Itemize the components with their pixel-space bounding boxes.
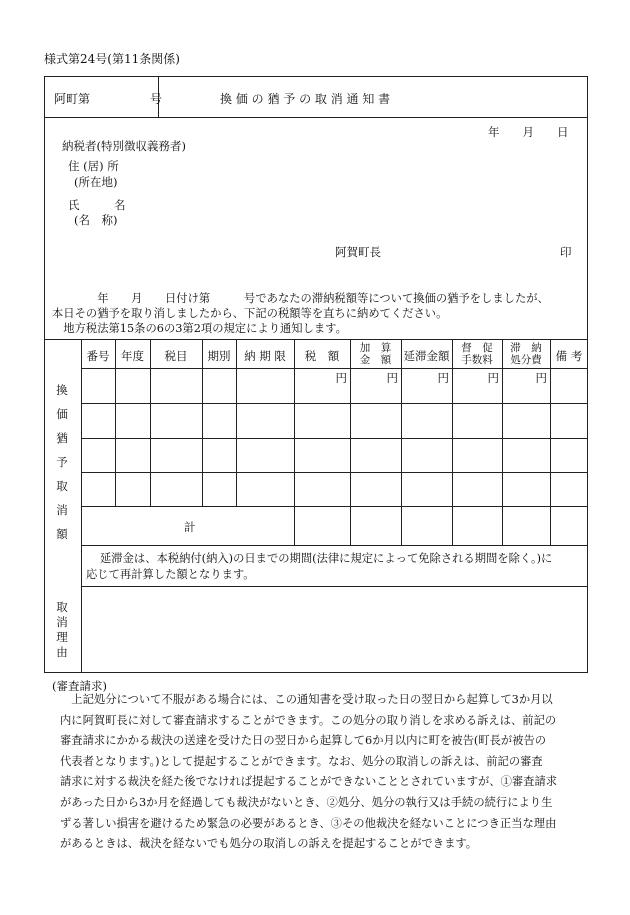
table-col-divider <box>115 339 116 506</box>
table-row-divider <box>81 438 588 439</box>
table-col-divider <box>150 339 151 506</box>
unit-yen: 円 <box>487 371 499 385</box>
issue-date: 年 月 日 <box>488 125 569 139</box>
table-row-divider <box>81 368 588 369</box>
divider <box>44 117 588 118</box>
issuer-name: 阿賀町長 <box>335 245 381 259</box>
table-row-divider <box>81 545 588 546</box>
delay-charge-note-line1: 延滞金は、本税納付(納入)の日までの期間(法律に規定によって免除される期間を除く。)に <box>100 552 553 565</box>
review-request-text: 上記処分について不服がある場合には、この通知書を受け取った日の翌日から起算して3か月以 内に阿賀町長に対して審査請求することができます。この処分の取り消しを求める訴えは、前記の 審査請求にかかる裁決の送達を受けた日の翌日から起算して6か月以内に町を被告(町長が被告の 代表者となります。)として提起することができます。なお、処分の取消しの訴えは、前記の審査 請求に対する裁決を経た後でなければ提起することができないこととされていますが、①審査請求 があった日から3か月を経過しても裁決がないとき、②処分、処分の執行又は手続の続行により生 ずる著しい損害を避けるため緊急の必要があるとき、③その他裁決を経ないことにつき正当な理由 があるときは、裁決を経ないでも処分の取消しの訴えを提起することができます。 <box>60 693 558 851</box>
cancellation-reason-field[interactable] <box>82 587 587 672</box>
table-col-divider <box>202 339 203 506</box>
address-sub-label: (所在地) <box>74 175 118 189</box>
document-title: 換 価 の 猶 予 の 取 消 通 知 書 <box>220 92 391 106</box>
header-due-date: 納 期 限 <box>244 349 286 363</box>
address-label: 住 (居) 所 <box>68 159 119 173</box>
header-tax-item: 税目 <box>164 349 188 363</box>
table-col-divider <box>236 339 237 506</box>
unit-yen: 円 <box>386 371 398 385</box>
table-row-divider <box>81 506 588 507</box>
seal-mark: 印 <box>560 245 572 259</box>
header-remarks: 備 考 <box>555 349 583 363</box>
unit-yen: 円 <box>535 371 547 385</box>
table-col-divider <box>550 339 551 545</box>
header-number: 番号 <box>86 349 110 363</box>
name-label: 氏 名 <box>68 198 126 212</box>
notice-text-line2: 本日その猶予を取り消しましたから、下記の税額等を直ちに納めてください。 <box>52 307 448 320</box>
header-tax-amount: 税 額 <box>304 349 340 363</box>
header-period: 期別 <box>207 349 231 363</box>
notice-text-line3: 地方税法第15条の6の3第2項の規定により通知します。 <box>52 322 347 335</box>
header-year: 年度 <box>121 349 144 363</box>
header-delay-charge: 延滞金額 <box>403 349 450 363</box>
header-disposition-cost: 滞 納 処分費 <box>510 342 542 366</box>
name-sub-label: (名 称) <box>74 213 118 227</box>
table-row-divider <box>81 403 588 404</box>
header-additional-amount: 加 算 金 額 <box>359 342 392 366</box>
unit-yen: 円 <box>335 371 347 385</box>
cancellation-reason-label: 取 消 理 由 <box>56 600 68 659</box>
header-reminder-fee: 督 促 手数料 <box>461 342 493 366</box>
review-request-heading: (審査請求) <box>52 679 107 693</box>
document-number: 阿町第 号 <box>54 92 163 106</box>
divider <box>44 339 588 340</box>
delay-charge-note-line2: 応じて再計算した額となります。 <box>86 568 255 581</box>
notice-text-line1: 年 月 日付け第 号であなたの滞納税額等について換価の猶予をしましたが、 <box>52 292 549 305</box>
taxpayer-label: 納税者(特別徴収義務者) <box>62 139 186 153</box>
form-id: 様式第24号(第11条関係) <box>44 52 180 66</box>
table-row-divider <box>81 472 588 473</box>
unit-yen: 円 <box>437 371 449 385</box>
side-label-amount: 換 価 猶 予 取 消 額 <box>56 383 68 541</box>
total-label: 計 <box>184 520 196 534</box>
